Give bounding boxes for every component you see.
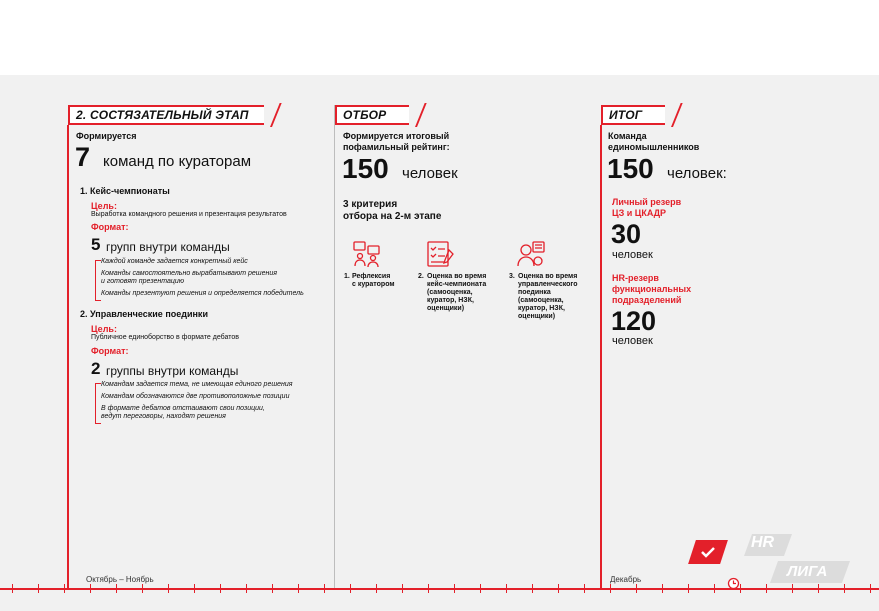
timeline-tick [818,584,819,593]
duel-bullet-3: В формате дебатов отстаивают свои позиции, [101,405,265,412]
case-goal-label: Цель: [91,201,117,211]
selection-intro-2: пофамильный рейтинг: [343,142,450,152]
timeline-tick [90,584,91,593]
criterion-2-line-3: (самооценка, [427,289,473,296]
timeline-tick [12,584,13,593]
criterion-1-num: 1. [344,273,350,280]
timeline-tick [766,584,767,593]
criterion-3-line-5: куратор, НЗК, [518,305,565,312]
duel-goal-text: Публичное единоборство в формате дебатов [91,334,239,341]
criterion-3-line-3: поединка [518,289,551,296]
criteria-line-1: 3 критерия [343,199,398,210]
timeline-tick [714,584,715,593]
selection-intro-1: Формируется итоговый [343,131,450,141]
reserve1-text: человек [612,249,653,261]
timeline-tick [350,584,351,593]
stage2-period: Октябрь – Ноябрь [86,575,154,584]
result-big-number: 150 [607,153,654,184]
timeline-tick [792,584,793,593]
timeline-tick [116,584,117,593]
selection-big-text: человек [402,165,458,182]
management-duels-title: 2. Управленческие поединки [80,309,208,319]
timeline-tick [506,584,507,593]
stage2-header [68,105,264,125]
criterion-3-num: 3. [509,273,515,280]
criterion-3-line-6: оценщики) [518,313,556,320]
selection-header [335,105,409,125]
logo-line-2: ЛИГА [787,563,828,580]
timeline-tick [662,584,663,593]
reserve2-number: 120 [611,306,657,336]
timeline-tick [376,584,377,593]
timeline-tick [64,584,65,593]
result-header-text: ИТОГ [609,108,643,122]
reserve2-line-3: подразделений [612,295,682,305]
timeline-tick [584,584,585,593]
reserve2-line-1: HR-резерв [612,273,659,283]
criterion-1-line-2: с куратором [352,281,395,288]
timeline-tick [844,584,845,593]
people-chat-icon [352,240,382,268]
timeline-tick [610,584,611,593]
criterion-3-line-2: управленческого [518,281,578,288]
result-intro-1: Команда [608,131,647,141]
stage2-big-number: 7 [75,142,91,172]
reserve1-line-1: Личный резерв [612,197,682,207]
stage2-forms-label: Формируется [76,131,137,141]
case-format-label: Формат: [91,222,129,232]
criterion-2-num: 2. [418,273,424,280]
result-intro-2: единомышленников [608,142,700,152]
case-goal-text: Выработка командного решения и презентация результатов [91,211,287,218]
duel-bullet-2: Командам обозначаются две противоположные позиции [101,393,290,400]
case-bullet-1: Каждой команде задается конкретный кейс [101,258,248,265]
result-period: Декабрь [610,575,642,584]
duel-format-label: Формат: [91,346,129,356]
timeline-tick [220,584,221,593]
timeline-tick [194,584,195,593]
reserve1-line-2: ЦЗ и ЦКАДР [612,208,667,218]
timeline-tick [298,584,299,593]
timeline-tick [168,584,169,593]
criterion-2-line-4: куратор, НЗК, [427,297,474,304]
timeline-tick [688,584,689,593]
criterion-1-line-1: Рефлексия [352,273,391,280]
selection-big-number: 150 [342,153,389,184]
criterion-3-line-1: Оценка во время [518,273,578,280]
case-format-number: 5 [91,235,101,254]
result-big-text: человек: [667,165,727,182]
timeline-tick [532,584,533,593]
timeline-tick [324,584,325,593]
timeline-tick [454,584,455,593]
timeline-tick [740,584,741,593]
timeline-tick [38,584,39,593]
stage2-header-text: 2. СОСТЯЗАТЕЛЬНЫЙ ЭТАП [76,108,249,122]
criterion-2-line-5: оценщики) [427,305,465,312]
criteria-line-2: отбора на 2-м этапе [343,211,442,222]
case-bullet-3: и готовят презентацию [101,278,185,285]
case-bullet-4: Команды презентуют решения и определяется победитель [101,290,304,297]
case-bullet-2: Команды самостоятельно вырабатывают решения [101,270,277,277]
duel-bullet-1: Командам задается тема, не имеющая единого решения [101,381,293,388]
debate-icon [516,240,546,268]
duel-bullet-4: ведут переговоры, находят решения [101,413,226,420]
duel-format-number: 2 [91,359,101,378]
case-format-text: групп внутри команды [106,240,230,254]
stage2-divider [67,125,69,588]
timeline-tick [428,584,429,593]
stage2-big-text: команд по кураторам [103,153,252,170]
case-champ-title: 1. Кейс-чемпионаты [80,186,170,196]
reserve2-text: человек [612,335,653,347]
duel-goal-label: Цель: [91,324,117,334]
reserve2-line-2: функциональных [612,284,692,294]
reserve1-number: 30 [611,219,642,249]
criterion-2-line-2: кейс-чемпионата [427,281,487,288]
criterion-2-line-1: Оценка во время [427,273,487,280]
timeline-tick [402,584,403,593]
timeline-tick [246,584,247,593]
timeline-tick [480,584,481,593]
checklist-icon [425,240,455,268]
selection-divider [334,105,335,588]
result-header [601,105,665,125]
result-divider [600,125,602,588]
selection-header-text: ОТБОР [343,108,387,122]
timeline-axis [0,588,879,590]
duel-format-text: группы внутри команды [106,364,239,378]
logo-line-1: HR [751,534,775,551]
check-icon [699,544,717,560]
timeline-tick [870,584,871,593]
timeline-tick [636,584,637,593]
timeline-tick [142,584,143,593]
timeline-tick [272,584,273,593]
criterion-3-line-4: (самооценка, [518,297,564,304]
timeline-tick [558,584,559,593]
